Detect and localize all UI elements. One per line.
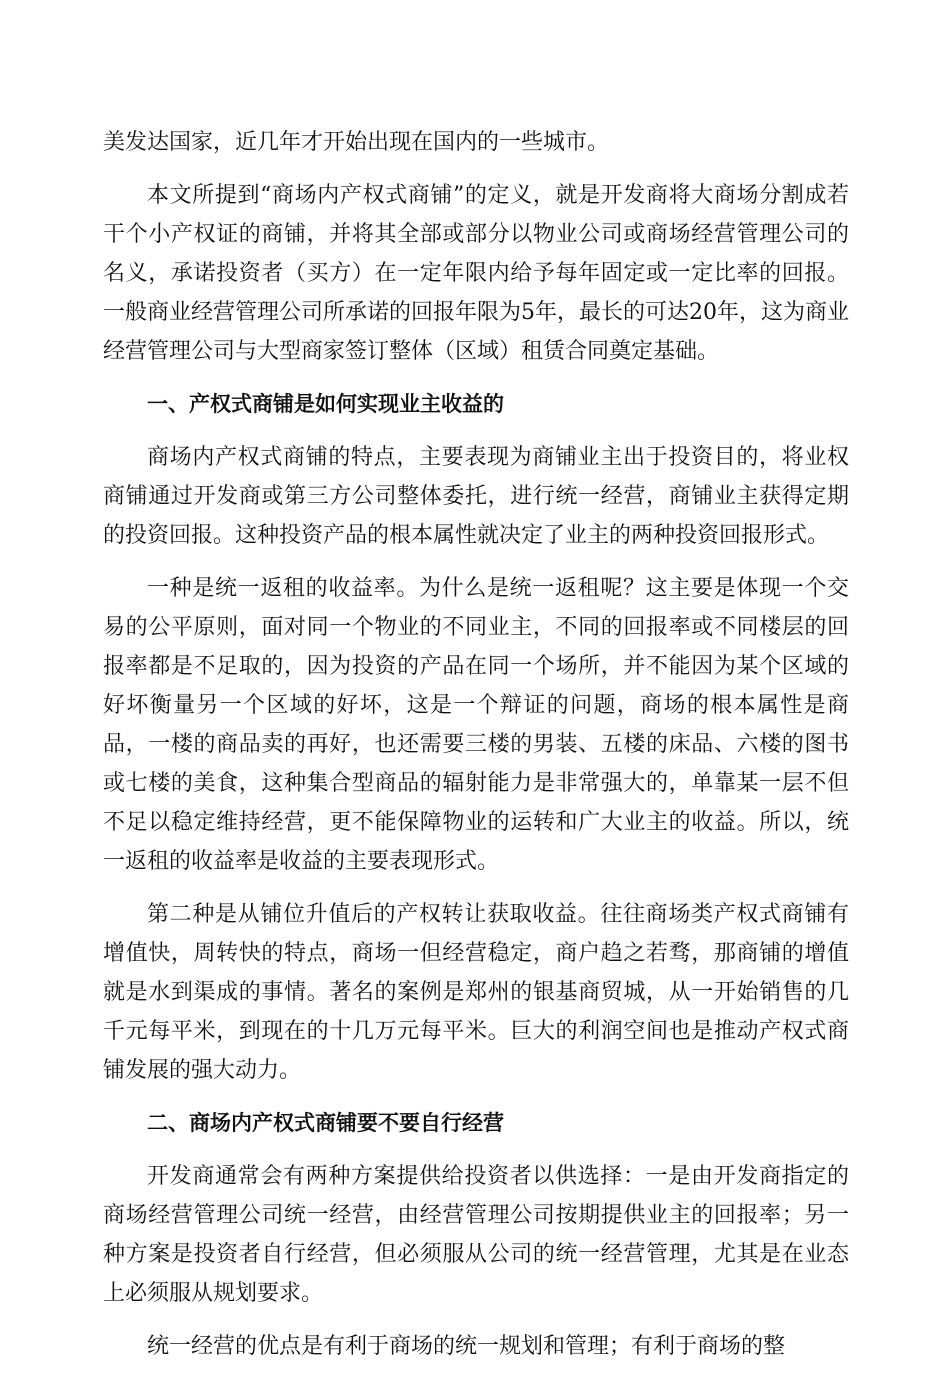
paragraph-unified-operation-advantages: 统一经营的优点是有利于商场的统一规划和管理；有利于商场的整 xyxy=(147,1334,786,1359)
paragraph-intro-continued: 美发达国家，近几年才开始出现在国内的一些城市。 xyxy=(103,130,610,155)
section-heading-2: 二、商场内产权式商铺要不要自行经营 xyxy=(147,1111,504,1135)
paragraph-characteristics: 商场内产权式商铺的特点，主要表现为商铺业主出于投资目的，将业权商铺通过开发商或第三方公司整体委托，进行统一经营，商铺业主获得定期的投资回报。这种投资产品的根本属性就决定了业主的两种投资回报形式。 xyxy=(103,445,849,548)
document-page xyxy=(103,123,849,1380)
paragraph-definition: 本文所提到“商场内产权式商铺”的定义，就是开发商将大商场分割成若干个小产权证的商铺，并将其全部或部分以物业公司或商场经营管理公司的名义，承诺投资者（买方）在一定年限内给予每年固定或一定比率的回报。一般商业经营管理公司所承诺的回报年限为5年，最长的可达20年，这为商业经营管理公司与大型商家签订整体（区域）租赁合同奠定基础。 xyxy=(103,183,849,364)
paragraph-property-appreciation: 第二种是从铺位升值后的产权转让获取收益。往往商场类产权式商铺有增值快，周转快的特点，商场一但经营稳定，商户趋之若骛，那商铺的增值就是水到渠成的事情。著名的案例是郑州的银基商贸城，从一开始销售的几千元每平米，到现在的十几万元每平米。巨大的利润空间也是推动产权式商铺发展的强大动力。 xyxy=(103,902,849,1083)
paragraph-unified-leaseback: 一种是统一返租的收益率。为什么是统一返租呢？这主要是体现一个交易的公平原则，面对同一个物业的不同业主，不同的回报率或不同楼层的回报率都是不足取的，因为投资的产品在同一个场所，并不能因为某个区域的好坏衡量另一个区域的好坏，这是一个辩证的问题，商场的根本属性是商品，一楼的商品卖的再好，也还需要三楼的男装、五楼的床品、六楼的图书或七楼的美食，这种集合型商品的辐射能力是非常强大的，单靠某一层不但不足以稳定维持经营，更不能保障物业的运转和广大业主的收益。所以，统一返租的收益率是收益的主要表现形式。 xyxy=(103,576,849,874)
paragraph-two-schemes: 开发商通常会有两种方案提供给投资者以供选择：一是由开发商指定的商场经营管理公司统一经营，由经营管理公司按期提供业主的回报率；另一种方案是投资者自行经营，但必须服从公司的统一经营管理，尤其是在业态上必须服从规划要求。 xyxy=(103,1164,849,1306)
section-heading-1: 一、产权式商铺是如何实现业主收益的 xyxy=(147,392,504,416)
